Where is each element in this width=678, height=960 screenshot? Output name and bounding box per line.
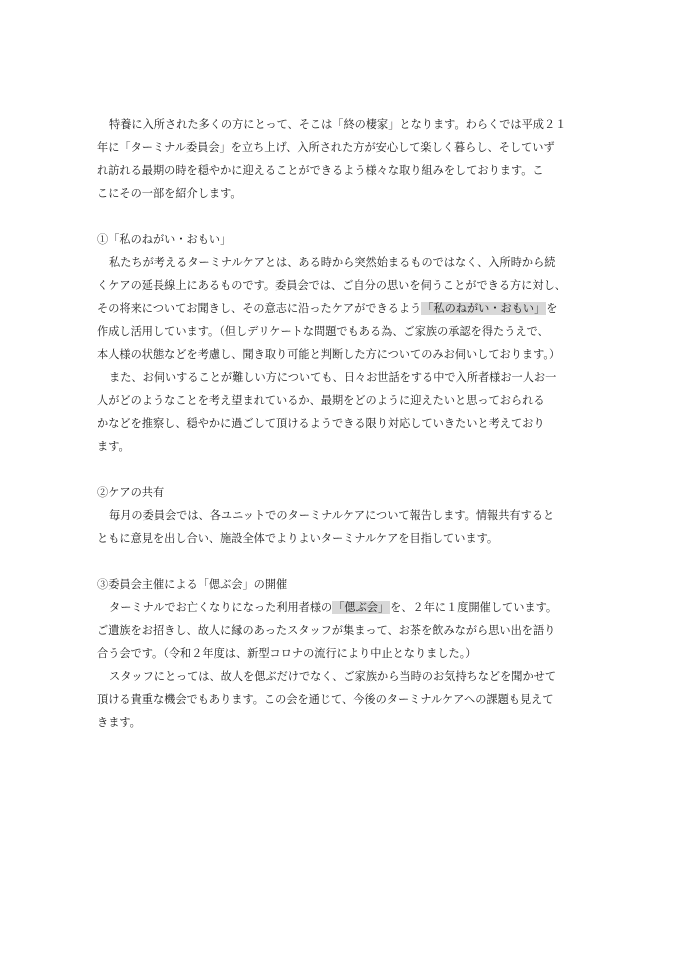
highlighted-term: 「偲ぶ会」: [333, 601, 390, 614]
section-1-line: また、お伺いすることが難しい方についても、日々お世話をする中で入所者様お一人お一: [109, 371, 557, 384]
section-1-line: くケアの延長線上にあるものです。委員会では、ご自分の思いを伺うことができる方に対し、: [97, 279, 566, 292]
section-1-line: ます。: [97, 440, 130, 453]
section-1-text: を: [546, 302, 558, 315]
section-3: [97, 573, 583, 734]
spacer: [97, 458, 583, 481]
section-3-text: ターミナルでお亡くなりになった利用者様の: [109, 601, 333, 614]
intro-line-1: 特養に入所された多くの方にとって、そこは「終の棲家」となります。わらくでは平成２１: [109, 118, 567, 131]
section-1-line: かなどを推察し、穏やかに過ごして頂けるようできる限り対応していきたいと考えており: [97, 417, 545, 430]
section-2-line: 毎月の委員会では、各ユニットでのターミナルケアについて報告します。情報共有すると: [109, 509, 555, 522]
section-3-line: スタッフにとっては、故人を偲ぶだけでなく、ご家族から当時のお気持ちなどを聞かせて: [109, 670, 557, 683]
section-2-line: ともに意見を出し合い、施設全体でよりよいターミナルケアを目指しています。: [97, 532, 499, 545]
document-body: [97, 113, 583, 734]
intro-line-4: こにその一部を紹介します。: [97, 187, 242, 200]
section-3-line-with-highlight: [97, 596, 583, 619]
spacer: [97, 205, 583, 228]
section-3-line: きます。: [97, 716, 141, 729]
section-1-text: その将来についてお聞きし、その意志に沿ったケアができるよう: [97, 302, 422, 315]
section-3-line: ご遺族をお招きし、故人に縁のあったスタッフが集まって、お茶を飲みながら思い出を語り: [97, 624, 556, 637]
intro-paragraph: [97, 113, 583, 205]
section-1-line: 作成し活用しています。（但しデリケートな問題でもある為、ご家族の承認を得たうえで、: [97, 325, 549, 338]
section-1-line: 私たちが考えるターミナルケアとは、ある時から突然始まるものではなく、入所時から続: [109, 256, 556, 269]
section-1-line: 本人様の状態などを考慮し、聞き取り可能と判断した方についてのみお伺いしております。）: [97, 348, 561, 361]
intro-line-3: れ訪れる最期の時を穏やかに迎えることができるよう様々な取り組みをしております。こ: [97, 164, 544, 177]
intro-line-2: 年に「ターミナル委員会」を立ち上げ、入所された方が安心して楽しく暮らし、そしていず: [97, 141, 555, 154]
section-1-line: 人がどのようなことを考え望まれているか、最期をどのように迎えたいと思っておられる: [97, 394, 545, 407]
section-2-heading: ②ケアの共有: [97, 486, 165, 499]
section-1: [97, 228, 583, 458]
section-1-line-with-highlight: [97, 297, 583, 320]
section-3-heading: ③委員会主催による「偲ぶ会」の開催: [97, 578, 288, 591]
section-3-line: 頂ける貴重な機会でもあります。この会を通じて、今後のターミナルケアへの課題も見えて: [97, 693, 554, 706]
section-3-line: 合う会です。（令和２年度は、新型コロナの流行により中止となりました。）: [97, 647, 477, 660]
section-1-heading: ①「私のねがい・おもい」: [97, 233, 232, 246]
highlighted-term: 「私のねがい・おもい」: [422, 302, 546, 315]
section-2: [97, 481, 583, 550]
spacer: [97, 550, 583, 573]
section-3-text: を、２年に１度開催しています。: [390, 601, 558, 614]
